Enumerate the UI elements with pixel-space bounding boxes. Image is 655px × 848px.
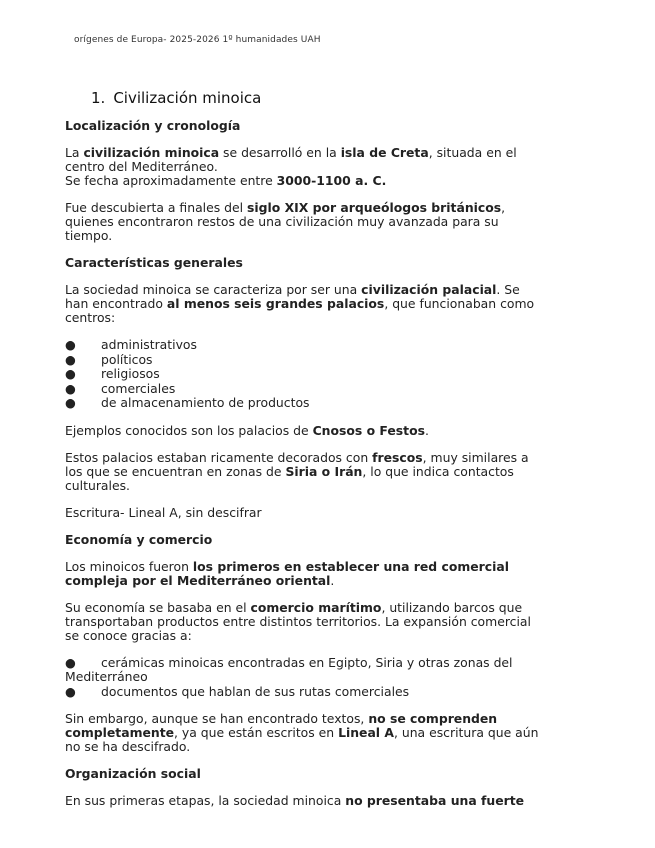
list-evidencias [65,656,543,700]
heading-economia: Economía y comercio [65,531,213,547]
bullet-icon: ● [65,395,76,410]
list-item: ● documentos que hablan de sus rutas comerciales [65,683,410,699]
list-item: ● políticos [65,351,153,367]
list-item: ● de almacenamiento de productos [65,395,310,410]
paragraph-escritura: Escritura- Lineal A, sin descifrar [65,504,262,520]
section-title [91,89,261,107]
paragraph-localizacion-fecha: Se fecha aproximadamente entre 3000-1100 a. C. [65,173,387,188]
list-item: ● comerciales [65,380,176,396]
paragraph-organizacion-1: En sus primeras etapas, la sociedad minoica no presentaba una fuerte [65,793,525,808]
bullet-icon: ● [65,380,76,396]
list-item: ● administrativos [65,337,197,352]
paragraph-caracteristicas-1: La sociedad minoica se caracteriza por ser una civilización palacial. Se han encontrado al menos seis grandes palacios, que funcionaban como centros: [65,282,535,325]
paragraph-caracteristicas-2: Ejemplos conocidos son los palacios de Cnosos o Festos. [65,422,429,438]
bullet-icon: ● [65,337,76,352]
paragraph-economia-3: Sin embargo, aunque se han encontrado textos, no se comprenden completamente, ya que están escritos en Lineal A, una escritura que aún no se ha descifrado. [65,711,539,754]
bullet-icon: ● [65,351,76,367]
section-number: 1. [91,89,106,107]
bullet-icon: ● [65,366,76,381]
list-item: ● religiosos [65,366,160,381]
heading-caracteristicas: Características generales [65,255,243,270]
list-centros [65,338,543,411]
paragraph-economia-2: Su economía se basaba en el comercio marítimo, utilizando barcos que transportaban productos entre distintos territorios. La expansión comercial se conoce gracias a: [65,599,531,643]
heading-localizacion: Localización y cronología [65,118,241,133]
document-body [65,119,543,821]
paragraph-localizacion-1: La civilización minoica se desarrolló en la isla de Creta, situada en el centro del Mediterráneo. [65,145,517,174]
heading-organizacion: Organización social [65,766,201,781]
section-title-text: Civilización minoica [113,89,262,107]
paragraph-localizacion-2: Fue descubierta a finales del siglo XIX por arqueólogos británicos, quienes encontraron restos de una civilización muy avanzada para su tiempo. [65,200,506,243]
paragraph-economia-1: Los minoicos fueron los primeros en establecer una red comercial compleja por el Mediterráneo oriental. [65,558,509,588]
paragraph-caracteristicas-3: Estos palacios estaban ricamente decorados con frescos, muy similares a los que se encuentran en zonas de Siria o Irán, lo que indica contactos culturales. [65,449,529,493]
list-item: ● cerámicas minoicas encontradas en Egipto, Siria y otras zonas del Mediterráneo [65,654,513,684]
bullet-icon: ● [65,654,76,670]
page-header: orígenes de Europa- 2025-2026 1º humanidades UAH [74,35,321,45]
bullet-icon: ● [65,683,76,699]
